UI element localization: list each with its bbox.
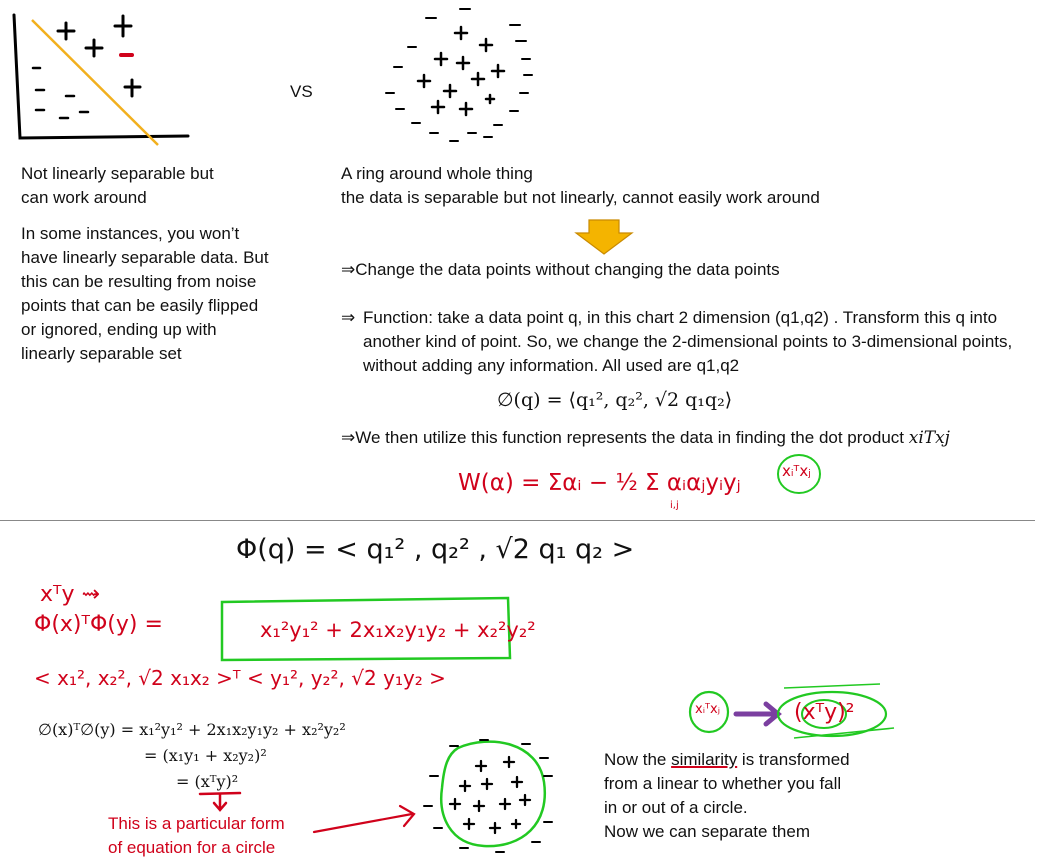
scatter-axes xyxy=(14,15,188,138)
ring-scatter-sketch xyxy=(380,5,550,150)
bullet-arrow: ⇒ xyxy=(341,428,356,447)
bullet-arrow: ⇒ xyxy=(341,260,356,279)
eq-line-2: = (x₁y₁ + x₂y₂)² xyxy=(144,746,267,765)
xixj-small: xᵢᵀxⱼ xyxy=(695,702,720,717)
boxed-expansion: x₁²y₁² + 2x₁x₂y₁y₂ + x₂²y₂² xyxy=(260,618,536,642)
vs-label: VS xyxy=(290,82,313,101)
left-caption: Not linearly separable but can work around xyxy=(21,164,214,207)
similarity-pre: Now the xyxy=(604,750,672,769)
eq-line-3: = (xᵀy)² xyxy=(176,772,239,791)
bullet-2-text: Function: take a data point q, in this chart 2 dimension (q1,q2) . Transform this q into another kind of point. So, we change the 2-dimensional points to 3-dimensional points, without adding any information. All used are q1,q2 xyxy=(363,308,1013,375)
left-paragraph: In some instances, you won’t have linearly separable data. But this can be resulting from noise points that can be easily flipped or ignored, ending up with linearly separable set xyxy=(21,224,269,363)
eq-line-1: ∅(x)ᵀ∅(y) = x₁²y₁² + 2x₁x₂y₁y₂ + x₂²y₂² xyxy=(38,720,346,739)
xty-squared: (xᵀy)² xyxy=(794,700,855,725)
section-divider xyxy=(0,520,1035,521)
phix-phiy-handwritten: Φ(x)ᵀΦ(y) = xyxy=(34,612,163,637)
handwritten-xixj: xᵢᵀxⱼ xyxy=(782,462,811,480)
phi-formula: ∅(q) = ⟨q₁², q₂², √2 q₁q₂⟩ xyxy=(497,389,733,411)
ring-caption-line1: A ring around whole thing xyxy=(341,164,533,183)
separator-line xyxy=(32,20,158,145)
xty-handwritten: xᵀy ⇝ xyxy=(40,582,100,607)
ring-caption-line2: the data is separable but not linearly, cannot easily work around xyxy=(341,188,820,207)
bullet-1-text: Change the data points without changing the data points xyxy=(355,260,780,279)
similarity-post: is transformed from a linear to whether you fall in or out of a circle. Now we can separate them xyxy=(604,750,850,841)
bullet-2 xyxy=(341,306,1021,378)
handwritten-w-formula: W(α) = Σαᵢ − ½ Σ αᵢαⱼyᵢyⱼ xyxy=(458,470,741,496)
similarity-paragraph xyxy=(604,748,850,844)
linear-scatter-sketch xyxy=(8,10,208,145)
red-underline-arrow xyxy=(196,790,246,814)
green-circle-xixj xyxy=(774,452,824,496)
bullet-arrow: ⇒ xyxy=(341,308,356,327)
down-arrow-icon xyxy=(574,220,634,256)
red-pointer-arrow xyxy=(312,800,422,840)
vector-product-handwritten: < x₁², x₂², √2 x₁x₂ >ᵀ < y₁², y₂², √2 y₁y₂ > xyxy=(34,666,446,690)
handwritten-w-subscript: i,j xyxy=(670,500,679,511)
similarity-word: similarity xyxy=(671,750,738,769)
circle-note: This is a particular form of equation for a circle xyxy=(108,814,285,857)
bullet-1 xyxy=(341,258,780,282)
bullet-3 xyxy=(341,426,950,450)
phi-handwritten: Φ(q) = < q₁² , q₂² , √2 q₁ q₂ > xyxy=(236,534,635,565)
bullet-3-text: We then utilize this function represents the data in finding the dot product xyxy=(355,428,909,447)
minus-points xyxy=(33,68,88,118)
circle-separated-sketch xyxy=(420,736,560,856)
bullet-3-math: xiTxj xyxy=(908,428,950,448)
